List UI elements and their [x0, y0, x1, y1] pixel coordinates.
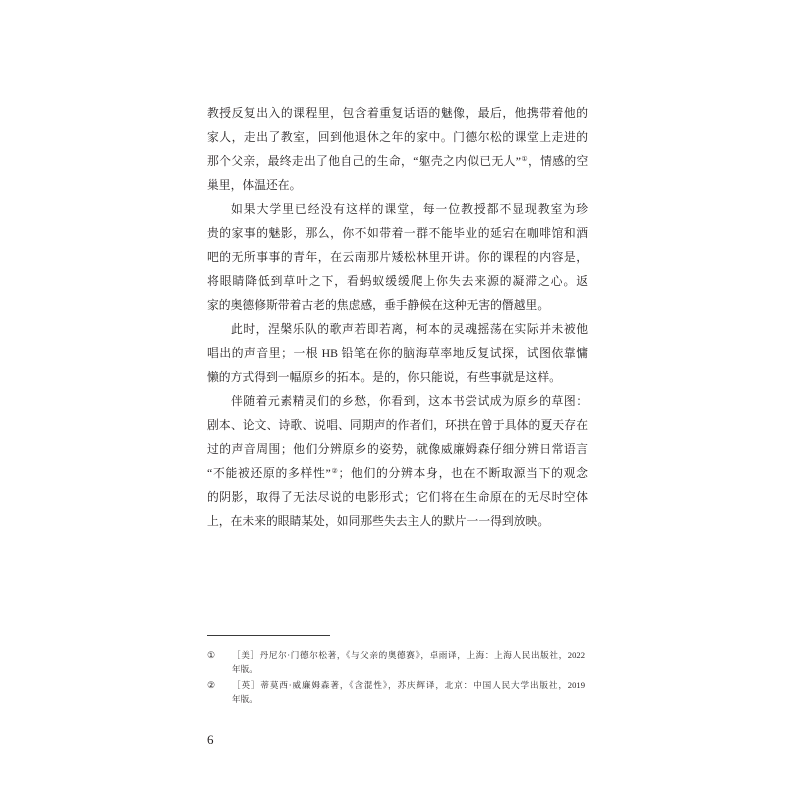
text-line: 伴随着元素精灵们的乡愁，你看到，这本书尝试成为原乡的草图： [231, 394, 588, 408]
text-line: 剧本、论文、诗歌、说唱、同期声的作者们，环拱在曾于具体的夏天存在 [207, 418, 588, 432]
footnote [207, 678, 585, 706]
text-line: 唱出的声音里；一根 HB 铅笔在你的脑海草率地反复试探，试图依靠慵 [207, 346, 588, 360]
footnote [207, 648, 585, 676]
footnote-text [232, 648, 585, 676]
text-line: 吧的无所事事的青年，在云南那片矮松林里开讲。你的课程的内容是， [207, 250, 588, 264]
body-text [207, 101, 588, 533]
footnote-line: 年版。 [232, 694, 258, 704]
text-line [207, 149, 588, 173]
footnote-ref: ① [520, 155, 528, 163]
footnote-line: ［英］蒂莫西·威廉姆森著，《含混性》，苏庆辉译，北京：中国人民大学出版社，2019 [232, 680, 585, 690]
footnote-line: 年版。 [232, 664, 258, 674]
footnote-divider [207, 635, 330, 636]
text-line: 如果大学里已经没有这样的课堂，每一位教授都不显现教室为珍 [231, 202, 588, 216]
page-number: 6 [207, 732, 214, 747]
text-line: 的阴影，取得了无法尽说的电影形式；它们将在生命原在的无尽时空体 [207, 490, 588, 504]
text-segment: ；他们的分辨本身，也在不断取源当下的观念 [338, 466, 588, 480]
text-segment: “不能被还原的多样性” [207, 466, 331, 480]
footnote-mark: ① [207, 650, 216, 660]
footnote-ref: ② [330, 467, 339, 475]
footnote-line: ［美］丹尼尔·门德尔松著，《与父亲的奥德赛》，卓雨译，上海：上海人民出版社，2022 [232, 650, 585, 660]
footnotes [207, 648, 585, 708]
text-line: 过的声音周围；他们分辨原乡的姿势，就像威廉姆森仔细分辨日常语言 [207, 442, 588, 456]
text-segment: 那个父亲，最终走出了他自己的生命，“躯壳之内似已无人” [207, 154, 521, 168]
footnote-mark: ② [207, 680, 216, 690]
text-line: 将眼睛降低到草叶之下，看蚂蚁缓缓爬上你失去来源的凝滞之心。返 [207, 274, 588, 288]
paragraph [207, 197, 588, 317]
text-line [207, 461, 588, 485]
text-line: 巢里，体温还在。 [207, 178, 302, 192]
text-line: 贵的家事的魅影，那么，你不如带着一群不能毕业的延宕在咖啡馆和酒 [207, 226, 588, 240]
paragraph [207, 101, 588, 197]
text-line: 家的奥德修斯带着古老的焦虑感，垂手静候在这种无害的僭越里。 [207, 298, 550, 312]
text-line: 上，在未来的眼睛某处，如同那些失去主人的默片一一得到放映。 [207, 514, 550, 528]
footnote-text [232, 678, 585, 706]
text-line: 教授反复出入的课程里，包含着重复话语的魅像，最后，他携带着他的 [207, 106, 588, 120]
paragraph [207, 317, 588, 389]
text-line: 此时，涅槃乐队的歌声若即若离，柯本的灵魂摇荡在实际并未被他 [231, 322, 588, 336]
paragraph [207, 389, 588, 533]
text-line: 家人，走出了教室，回到他退休之年的家中。门德尔松的课堂上走进的 [207, 130, 588, 144]
text-line: 懒的方式得到一幅原乡的拓本。是的，你只能说，有些事就是这样。 [207, 370, 561, 384]
text-segment: ，情感的空 [527, 154, 588, 168]
